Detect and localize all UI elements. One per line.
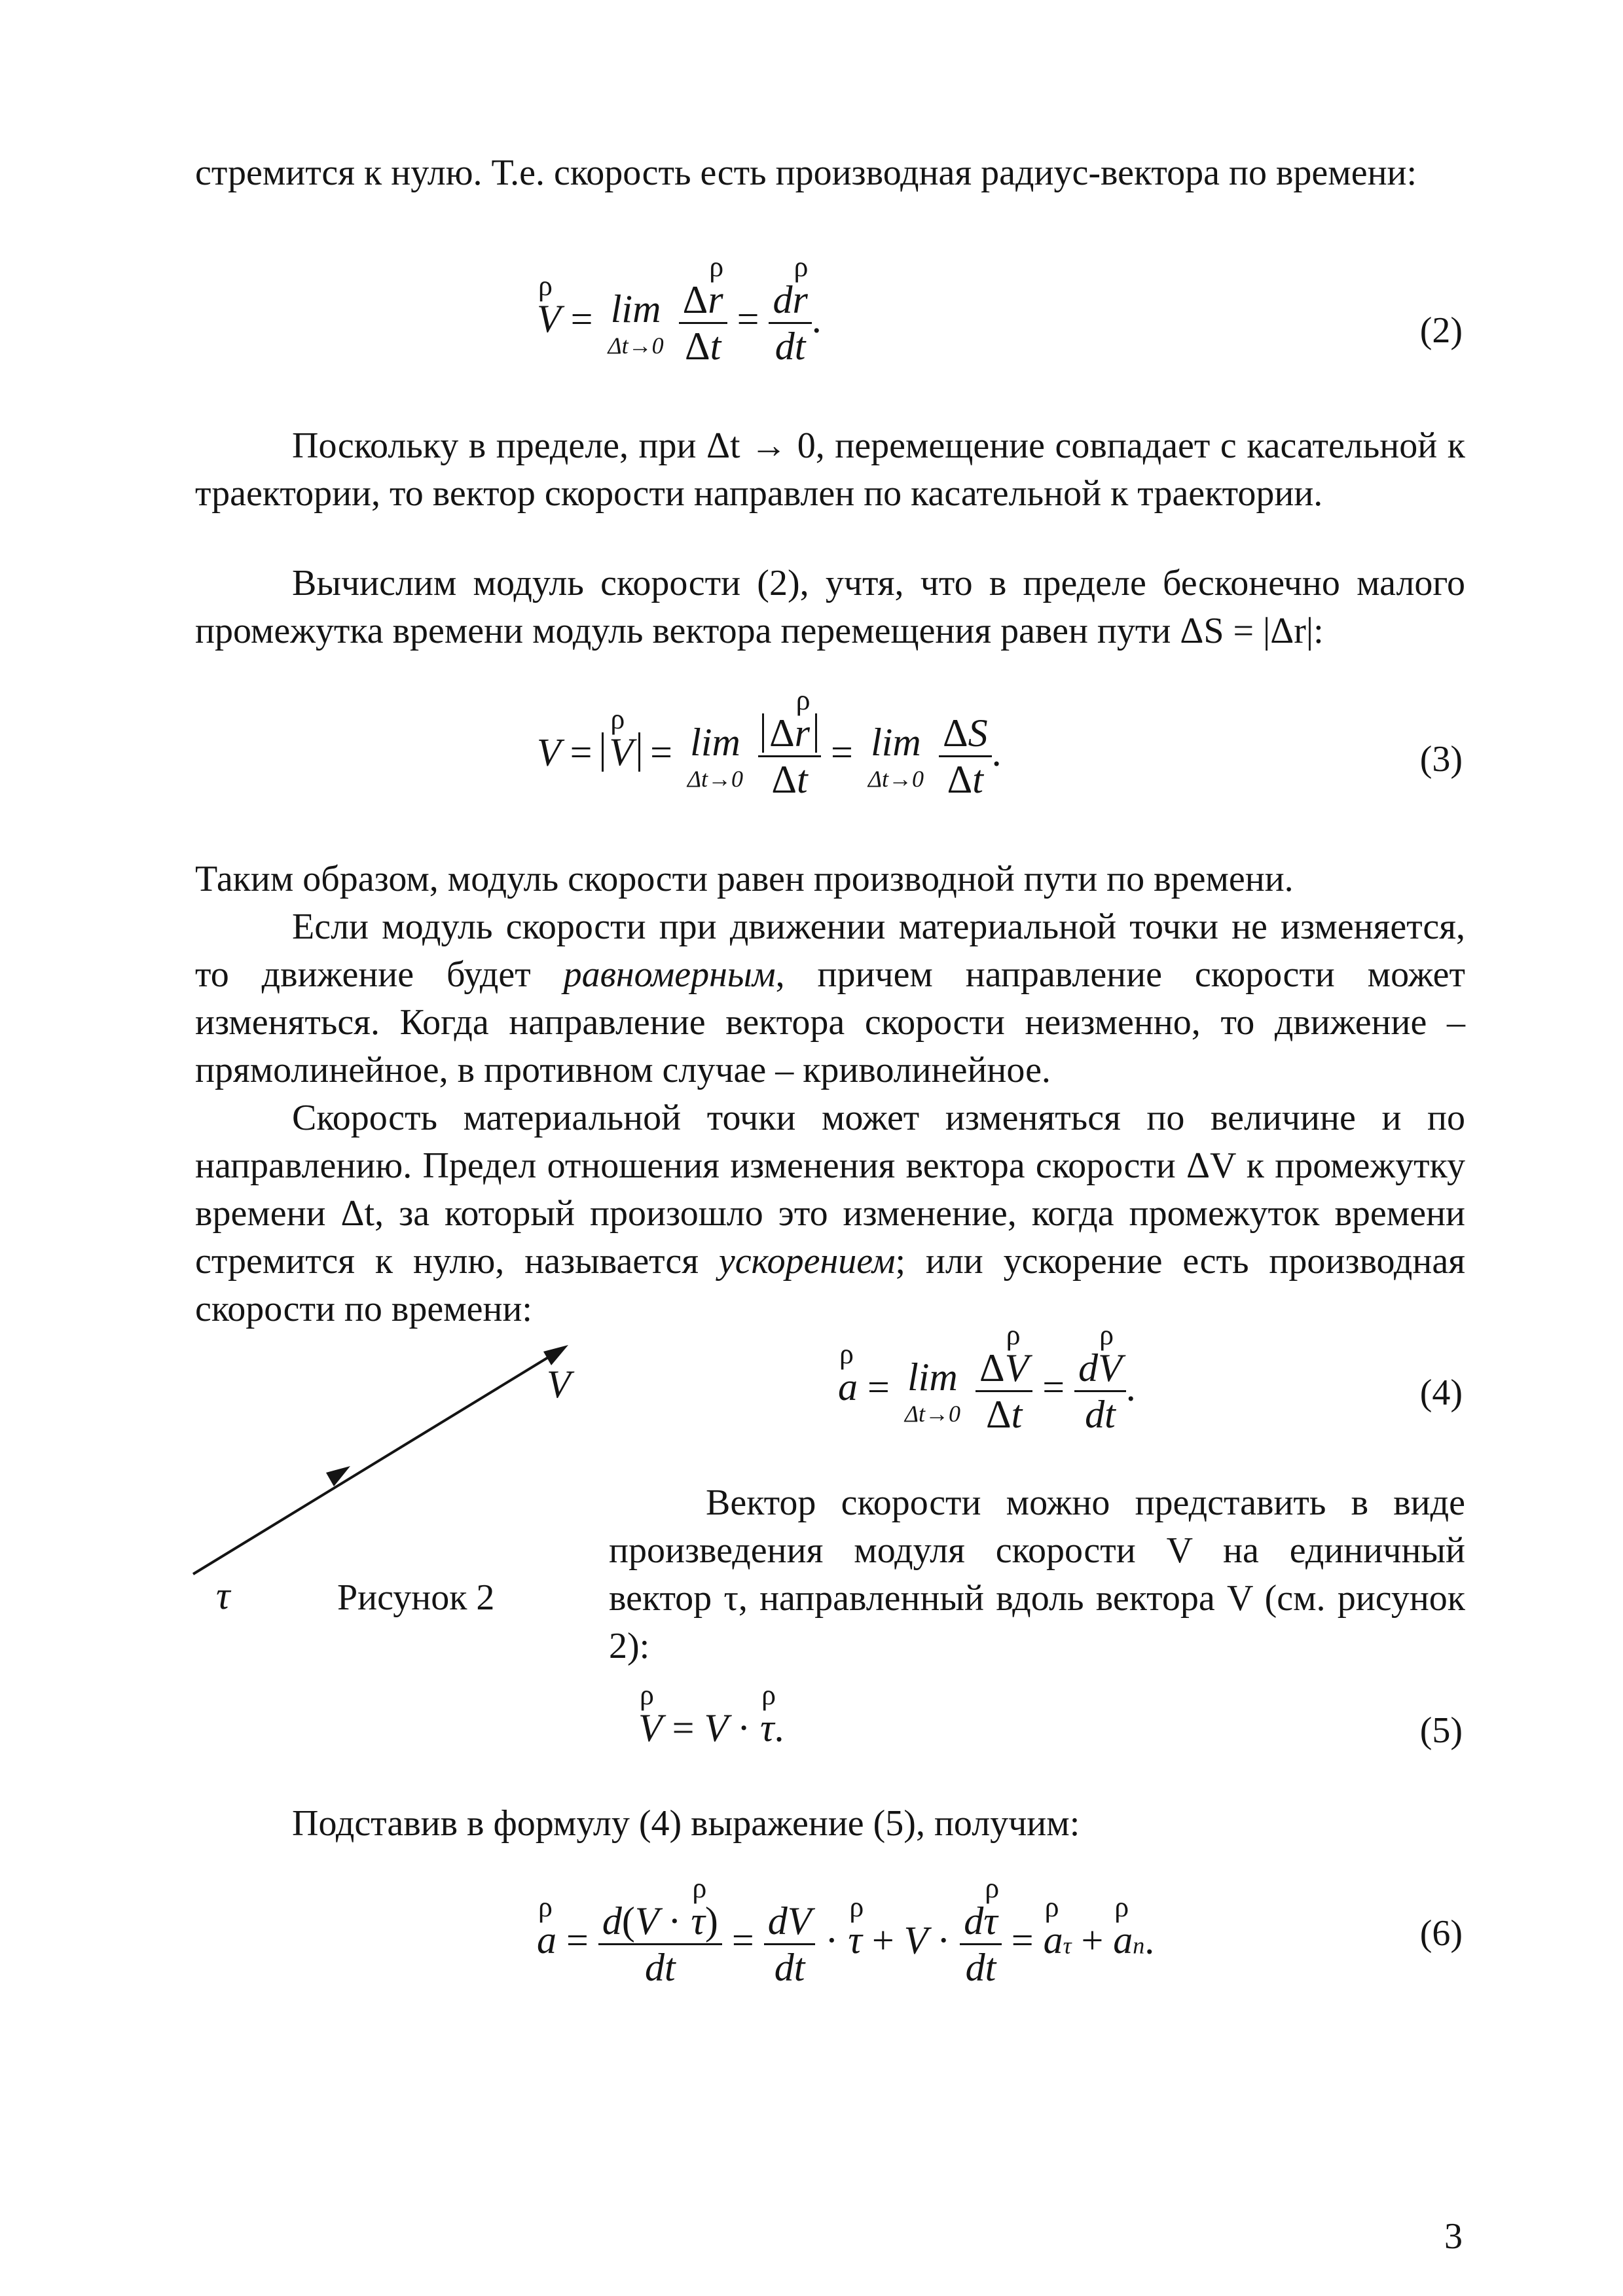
paragraph-3: Вычислим модуль скорости (2), учтя, что в пределе бесконечно малого промежутка времени модуль вектора перемещения равен пути ΔS = |Δr|: [195, 563, 1465, 651]
equation-5-number: (5) [1419, 1710, 1463, 1751]
equation-2-number: (2) [1419, 310, 1463, 351]
paragraph-2: Поскольку в пределе, при Δt → 0, перемещение совпадает с касательной к траектории, то вектор скорости направлен по касательной к траектории. [195, 425, 1465, 514]
equation-3-number: (3) [1419, 739, 1463, 780]
equation-4-number: (4) [1419, 1372, 1463, 1413]
page-number: 3 [1444, 2216, 1463, 2257]
paragraph-1: стремится к нулю. Т.е. скорость есть производная радиус-вектора по времени: [195, 152, 1417, 193]
paragraph-6: Скорость материальной точки может изменяться по величине и по направлению. Предел отношения изменения вектора скорости ΔV к промежутку времени Δt, за который произошло это изменение, когда промежуток времени стремится к нулю, называется ускорением; или ускорение есть производная скорости по времени: [195, 1098, 1465, 1329]
emphasis-uniform: равномерным [563, 954, 776, 995]
equation-6: ρ a = $\frac{\text{d(V · ρ τ)}}{dt}$ = $\frac{dV}{dt}$ · ρ τ + V · $\frac{\text{dρ τ}}{dt}$ = ρ aτ + ρ an. [537, 1901, 1154, 1987]
emphasis-acceleration: ускорением [718, 1241, 896, 1282]
figure-caption: Рисунок 2 [337, 1577, 495, 1618]
figure-label-tau: τ [216, 1574, 230, 1617]
equation-2: ρ V = lim Δt→0 $\frac{\text{Δρ r}}{\Delta t}$ = $\frac{\text{dρ r}}{dt}$ . [537, 280, 822, 366]
equation-3: V = ρ V = lim Δt→0 $\frac{\text{Δρ r}}{\Delta t}$ = lim Δt→0 $\frac{\Delta S}{\Delta t}$ . [537, 713, 1002, 799]
equation-6-number: (6) [1419, 1913, 1463, 1954]
paragraph-5: Если модуль скорости при движении материальной точки не изменяется, то движение будет равномерным, причем направление скорости может изменяться. Когда направление вектора скорости неизменно, то движение – прямолинейное, в противном случае – криволинейное. [195, 906, 1465, 1090]
paragraph-4: Таким образом, модуль скорости равен производной пути по времени. [195, 859, 1294, 899]
arrowhead-unit-vector [326, 1466, 350, 1486]
paragraph-7: Вектор скорости можно представить в виде произведения модуля скорости V на единичный вектор τ, направленный вдоль вектора V (см. рисунок 2): [609, 1482, 1465, 1666]
figure-label-v: V [547, 1363, 571, 1406]
paragraph-8: Подставив в формулу (4) выражение (5), получим: [292, 1803, 1080, 1844]
equation-4: ρ a = lim Δt→0 $\frac{\text{Δρ V}}{\Delta t}$ = $\frac{\text{dρ V}}{dt}$ . [838, 1348, 1136, 1434]
equation-5: ρ V = V · ρ τ. [638, 1708, 784, 1748]
